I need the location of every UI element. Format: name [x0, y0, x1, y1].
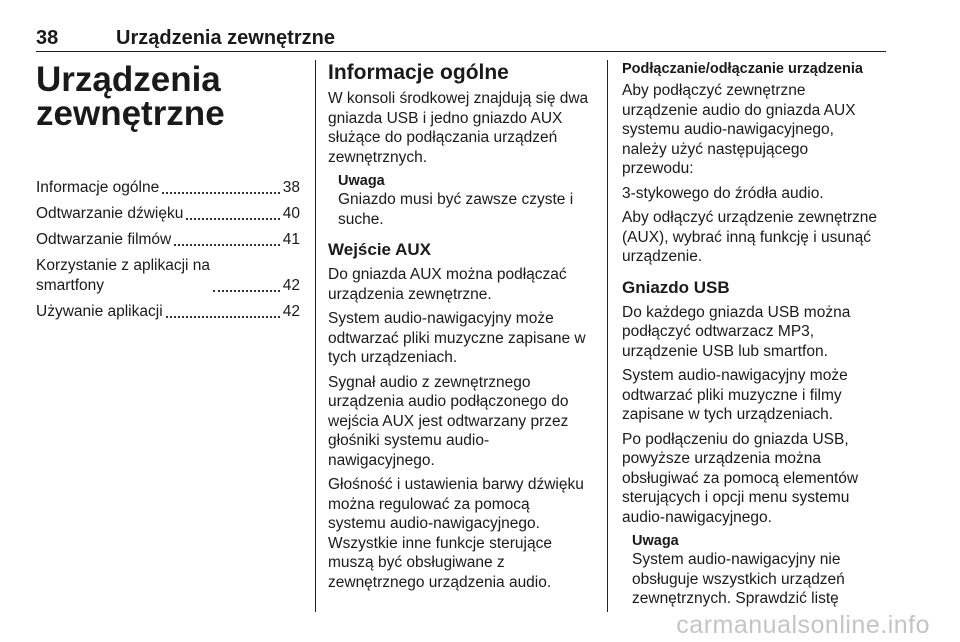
paragraph: System audio-nawigacyjny może odtwarzać pliki muzyczne zapisane w tych urządzeniach. [328, 310, 586, 366]
toc-leader [186, 217, 279, 220]
paragraph: Aby odłączyć urządzenie zewnętrzne (AUX), wybrać inną funkcję i usunąć urządzenie. [622, 209, 878, 265]
paragraph: Aby podłączyć zewnętrzne urządzenie audio do gniazda AUX systemu audio-nawigacyjnego, należy użyć następującego przewodu: [622, 82, 856, 177]
toc-entry-label: Odtwarzanie filmów [36, 231, 172, 248]
column-general-info [328, 60, 596, 597]
paragraph: W konsoli środkowej znajdują się dwa gniazda USB i jedno gniazdo AUX służące do podłączania urządzeń zewnętrznych. [328, 90, 589, 166]
paragraph: 3-stykowego do źródła audio. [622, 184, 824, 202]
section-heading-aux: Wejście AUX [328, 240, 431, 259]
toc-leader [174, 243, 280, 246]
toc-entry[interactable] [36, 302, 300, 322]
toc-leader [166, 315, 280, 318]
paragraph: Do każdego gniazda USB można podłączyć odtwarzacz MP3, urządzenie USB lub smartfon. [622, 303, 851, 360]
toc-entry[interactable] [36, 230, 300, 250]
watermark: carmanualsonline.info [676, 611, 930, 639]
section-heading-general: Informacje ogólne [328, 61, 509, 84]
header-rule [36, 51, 886, 52]
column-divider-1 [315, 60, 316, 612]
toc-entry[interactable] [36, 256, 300, 296]
paragraph: Głośność i ustawienia barwy dźwięku można regulować za pomocą systemu audio-nawigacyjnego. Wszystkie inne funkcje sterujące muszą być obsługiwane z zewnętrznego urządzenia audio. [328, 476, 584, 591]
toc-entry-page: 42 [282, 277, 300, 294]
running-title: Urządzenia zewnętrzne [116, 27, 335, 49]
toc-leader [213, 289, 280, 292]
toc-entry-page: 38 [282, 179, 300, 196]
paragraph: Po podłączeniu do gniazda USB, powyższe urządzenia można obsługiwać za pomocą elementów sterujących i opcji menu systemu audio-nawigacyjnego. [622, 430, 859, 526]
chapter-title: Urządzenia zewnętrzne [36, 60, 225, 133]
note-label: Uwaga [632, 533, 679, 549]
toc-entry-page: 42 [282, 303, 300, 320]
note-text: System audio-nawigacyjny nie obsługuje wszystkich urządzeń zewnętrznych. Sprawdzić listę [632, 551, 845, 607]
toc-entry-label: Korzystanie z aplikacji na smartfony [36, 257, 211, 294]
paragraph: Sygnał audio z zewnętrznego urządzenia audio podłączonego do wejścia AUX jest odtwarzany przez głośniki systemu audio- nawigacyjnego. [328, 373, 569, 469]
page-number: 38 [36, 27, 59, 49]
paragraph: Do gniazda AUX można podłączać urządzenia zewnętrzne. [328, 266, 567, 303]
section-heading-connect: Podłączanie/odłączanie urządzenia [622, 61, 863, 77]
column-toc [36, 60, 300, 328]
toc-entry[interactable] [36, 178, 300, 198]
toc-entry-label: Odtwarzanie dźwięku [36, 205, 184, 222]
toc-entry-page: 41 [282, 231, 300, 248]
toc-entry-label: Informacje ogólne [36, 179, 160, 196]
paragraph: System audio-nawigacyjny może odtwarzać pliki muzyczne i filmy zapisane w tych urządzeniach. [622, 367, 848, 423]
toc-entry[interactable] [36, 204, 300, 224]
note-label: Uwaga [338, 173, 385, 189]
note-box [338, 172, 596, 229]
table-of-contents [36, 178, 300, 322]
toc-entry-label: Używanie aplikacji [36, 303, 163, 320]
section-heading-usb: Gniazdo USB [622, 277, 730, 297]
note-text: Gniazdo musi być zawsze czyste i suche. [338, 191, 574, 228]
column-divider-2 [607, 60, 608, 612]
column-connection [622, 60, 890, 615]
toc-leader [162, 191, 280, 194]
toc-entry-page: 40 [282, 205, 300, 222]
note-box [632, 532, 890, 609]
